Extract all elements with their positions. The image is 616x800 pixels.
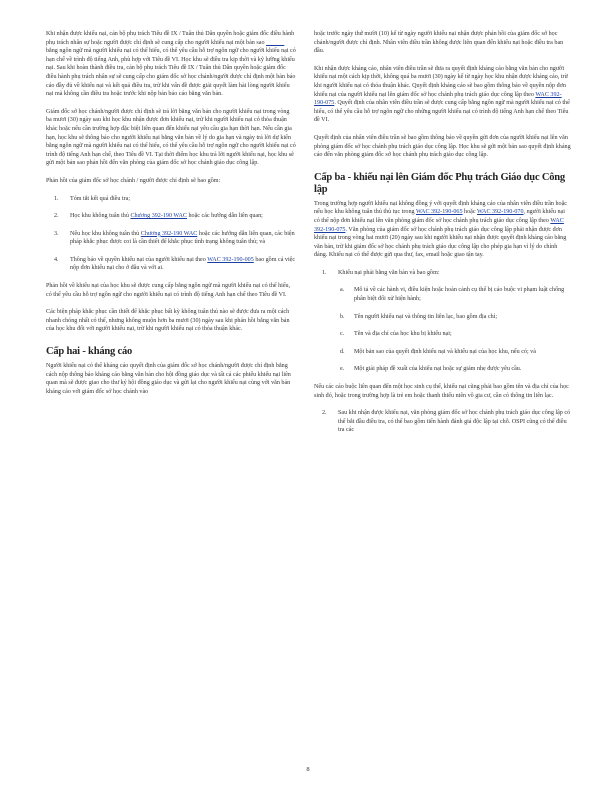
list-item: 2. Sau khi nhận được khiếu nại, văn phòng giám đốc sở học chánh phụ trách giáo dục công lập có thể bắt đầu điều tra, có thể bao gồm tiến hành đánh giá độc lập tại chỗ. OSPI cũng có thể điều tra các bbox=[322, 410, 571, 434]
paragraph: Trong trường hợp người khiếu nại không đồng ý với quyết định kháng cáo của nhân viên điều trần hoặc nếu học khu không tuân thủ thủ tục trong WAC 392-190-065 hoặc WAC 392-190-070, người khiếu nại có thể nộp đơn khiếu nại lên văn phòng giám đốc sở học chánh phụ trách giáo dục công lập theo WAC 392-190-075. Văn phòng của giám đốc sở học chánh phụ trách giáo dục công lập phải nhận được đơn khiếu nại trong vòng hai mươi (20) ngày sau khi người khiếu nại nhận được quyết định kháng cáo bằng văn bản, trừ khi giám đốc sở học chánh phụ trách giáo dục công lập cho phép gia hạn vì lý do chính đáng. Khiếu nại có thể được gửi qua thư, fax, email hoặc giao tận tay. bbox=[314, 200, 567, 259]
response-list bbox=[46, 195, 296, 274]
wac-link[interactable]: WAC 392-190-005 bbox=[207, 256, 254, 263]
list-item: c. Tên và địa chỉ của học khu bị khiếu nại; bbox=[340, 331, 452, 338]
paragraph: Phản hồi của giám đốc sở học chánh / người được chỉ định sẽ bao gồm: bbox=[46, 177, 221, 184]
list-item: 3. Nếu học khu không tuân thủ Chương 392-190 WAC hoặc các hướng dẫn liên quan, các biện pháp khắc phục được coi là cần thiết để khắc phục tình trạng không tuân thủ; và bbox=[54, 230, 295, 246]
paragraph: Phản hồi về khiếu nại của học khu sẽ được cung cấp bằng ngôn ngữ mà người khiếu nại có thể hiểu, có thể yêu cầu hỗ trợ ngôn ngữ cho người khiếu nại có trình độ tiếng Anh hạn chế theo Tiêu đề VI. bbox=[46, 283, 291, 298]
paragraph: Khi nhận được khiếu nại, cán bộ phụ trách Tiêu đề IX / Tuân thủ Dân quyền hoặc giám đốc điều hành phụ trách nhân sự hoặc người được chỉ định sẽ cung cấp cho người khiếu nại một bản sao bằng ngôn ngữ mà người khiếu nại có thể hiểu, có thể yêu cầu hỗ trợ ngôn ngữ cho người khiếu nại có hạn chế về trình độ tiếng Anh, phù hợp với Tiêu đề VI. Học khu sẽ điều tra kịp thời và kỹ lưỡng khiếu nại. Sau khi hoàn thành điều tra, cán bộ phụ trách Tiêu đề IX / Tuân thủ Dân quyền hoặc giám đốc điều hành phụ trách nhân sự sẽ cung cấp cho giám đốc sở học chánh/người được chỉ định một bản báo cáo đầy đủ về khiếu nại và kết quả điều tra, trừ khi vấn đề được giải quyết làm hài lòng người khiếu nại mà không cần điều tra hoặc trước khi nộp bản báo cáo bằng văn bản. bbox=[46, 31, 296, 98]
list-item: e. Một giải pháp đề xuất của khiếu nại hoặc sự giảm nhẹ được yêu cầu. bbox=[340, 366, 522, 373]
paragraph: Giám đốc sở học chánh/người được chỉ định sẽ trả lời bằng văn bản cho người khiếu nại trong vòng ba mươi (30) ngày sau khi học khu nhận được đơn khiếu nại, trừ khi người khiếu nại có thỏa thuận khác hoặc nếu cần trường hợp đặc biệt liên quan đến khiếu nại yêu cầu gia hạn thời hạn. Nếu cần gia hạn, học khu sẽ thông báo cho người khiếu nại bằng văn bản về lý do gia hạn và ngày trả lời dự kiến bằng ngôn ngữ mà người khiếu nại có thể hiểu, có thể yêu cầu hỗ trợ ngôn ngữ cho người khiếu nại có trình độ tiếng Anh hạn chế, theo Tiêu đề VI. Tại thời điểm học khu trả lời người khiếu nại, học khu sẽ gửi một bản sao phản hồi đến văn phòng của giám đốc sở học chánh giáo dục công lập. bbox=[46, 108, 296, 167]
paragraph: hoặc trước ngày thứ mười (10) kể từ ngày người khiếu nại nhận được phản hồi của giám đốc sở học chánh/người được chỉ định. Nhân viên điều trần không được liên quan đến khiếu nại hoặc điều tra ban đầu. bbox=[314, 31, 564, 55]
complaint-list bbox=[314, 269, 572, 374]
list-item: a. Mô tả về các hành vi, điều kiện hoặc hoàn cảnh cụ thể bị cáo buộc vi phạm luật chống phân biệt đối xử hiện hành; bbox=[340, 287, 565, 303]
left-column bbox=[46, 30, 296, 405]
wac-link[interactable]: Chương 392-190 WAC bbox=[140, 230, 198, 237]
paragraph: Khi nhận được kháng cáo, nhân viên điều trần sẽ đưa ra quyết định kháng cáo bằng văn bản cho người khiếu nại một cách kịp thời, không quá ba mươi (30) ngày kể từ ngày học khu nhận được kháng cáo, trừ khi người khiếu nại có thỏa thuận khác. Quyết định kháng cáo sẽ bao gồm thông báo về quyền nộp đơn khiếu nại của người khiếu nại lên giám đốc sở học chánh phụ trách giáo dục công lập theo WAC 392-190-075. Quyết định của nhân viên điều trần sẽ được cung cấp bằng ngôn ngữ mà người khiếu nại có thể hiểu, có thể yêu cầu hỗ trợ ngôn ngữ cho những người khiếu nại có trình độ tiếng Anh hạn chế theo Tiêu đề VI. bbox=[314, 65, 570, 124]
section-heading: Cấp hai - kháng cáo bbox=[46, 346, 133, 358]
paragraph: Người khiếu nại có thể kháng cáo quyết định của giám đốc sở học chánh/người được chỉ định bằng cách nộp thông báo kháng cáo bằng văn bản cho hội đồng giáo dục và tất cả các phiếu khiếu nại liên quan mà sẽ được giao cho thư ký hội đồng giáo dục và gửi lại cho người khiếu nại cùng với văn bản kháng cáo với giám đốc sở học chánh vào bbox=[46, 363, 291, 395]
form-link[interactable] bbox=[266, 40, 284, 46]
wac-link[interactable]: Chương 392-190 WAC bbox=[130, 213, 187, 220]
list-item: 2. Học khu không tuân thủ Chương 392-190 WAC hoặc các hướng dẫn liên quan; bbox=[54, 213, 263, 220]
list-item: 1. Tóm tắt kết quả điều tra; bbox=[54, 195, 131, 202]
section-heading: Cấp ba - khiếu nại lên Giám đốc Phụ trách Giáo dục Công lập bbox=[314, 171, 565, 195]
list-item: d. Một bản sao của quyết định khiếu nại và khiếu nại của học khu, nếu có; và bbox=[340, 348, 536, 355]
page-number: 8 bbox=[306, 766, 310, 773]
paragraph: Quyết định của nhân viên điều trần sẽ bao gồm thông báo về quyền gửi đơn của người khiếu nại lên văn phòng giám đốc sở học chánh phụ trách giáo dục công lập. Học khu sẽ gửi một bản sao quyết định kháng cáo đến văn phòng giám đốc sở học chánh phụ trách giáo dục công lập. bbox=[314, 134, 571, 159]
list-item: 4. Thông báo về quyền khiếu nại của người khiếu nại theo WAC 392-190-005 bao gồm cả việc nộp đơn khiếu nại cho ở đâu và với ai. bbox=[54, 256, 296, 272]
paragraph: Các biện pháp khắc phục cần thiết để khắc phục bất kỳ không tuân thủ nào sẽ được đưa ra một cách nhanh chóng nhất có thể, nhưng không muộn hơn ba mươi (30) ngày sau khi phản hồi bằng văn bản của học khu đối với người khiếu nại, trừ khi người khiếu nại có thỏa thuận khác. bbox=[46, 309, 290, 333]
wac-link[interactable]: WAC 392-190-075 bbox=[314, 91, 562, 107]
wac-link[interactable]: WAC 392-190-065 bbox=[415, 209, 463, 216]
right-column bbox=[314, 30, 572, 444]
list-item: 1. Khiếu nại phải bằng văn bản và bao gồm: bbox=[322, 269, 440, 276]
paragraph: Nếu các cáo buộc liên quan đến một học sinh cụ thể, khiếu nại cũng phải bao gồm tên và địa chỉ của học sinh đó, hoặc trong trường hợp là trẻ em hoặc thanh thiếu niên vô gia cư, cần có thông tin liên lạc. bbox=[314, 384, 569, 399]
sub-list bbox=[314, 286, 572, 374]
wac-link[interactable]: WAC 392-190-070 bbox=[476, 209, 524, 216]
list-item: b. Tên người khiếu nại và thông tin liên lạc, bao gồm địa chỉ; bbox=[340, 313, 498, 320]
wac-link[interactable]: WAC 392-190-075 bbox=[314, 217, 564, 233]
